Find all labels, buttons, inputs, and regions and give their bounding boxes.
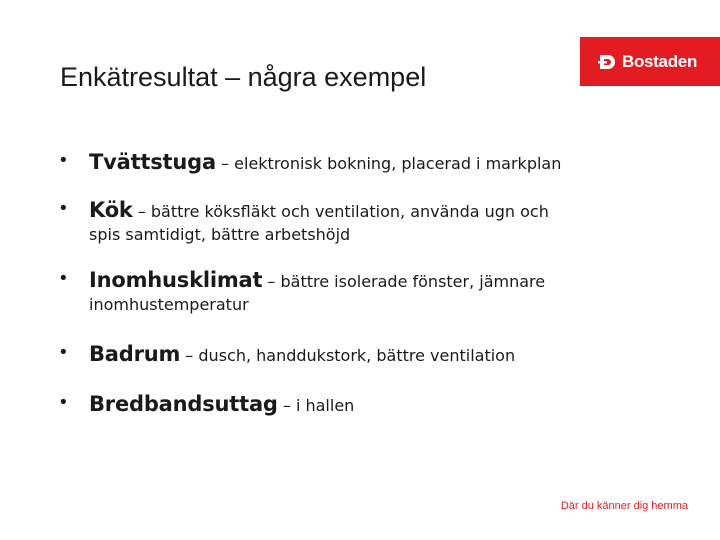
bullet-description: bättre isolerade fönster, jämnare	[280, 272, 546, 291]
bullet-term: Badrum	[89, 342, 181, 366]
bullet-separator: –	[221, 154, 230, 173]
bullet-separator: –	[185, 346, 194, 365]
bullet-separator: –	[267, 272, 276, 291]
bullet-line	[89, 342, 680, 368]
bullet-item-tvattstuga	[60, 150, 680, 176]
bullet-line	[89, 198, 680, 224]
bullet-description: elektronisk bokning, placerad i markplan	[234, 154, 562, 173]
bullet-continuation: spis samtidigt, bättre arbetshöjd	[89, 225, 351, 244]
bullet-term: Bredbandsuttag	[89, 392, 278, 416]
footer-tagline: Där du känner dig hemma	[560, 500, 688, 512]
bullet-item-badrum	[60, 342, 680, 368]
bullet-term: Inomhusklimat	[89, 268, 263, 292]
bullet-marker: •	[60, 268, 67, 289]
bullet-marker: •	[60, 198, 67, 219]
bullet-marker: •	[60, 342, 67, 363]
bullet-line	[89, 392, 680, 418]
bullet-list	[60, 150, 680, 418]
bullet-line	[89, 150, 680, 176]
bullet-separator: –	[137, 202, 146, 221]
bostaden-logo-mark-icon	[597, 51, 619, 73]
bullet-line	[89, 268, 680, 294]
bullet-description: dusch, handdukstork, bättre ventilation	[198, 346, 516, 365]
bullet-description: bättre köksfläkt och ventilation, använda ugn och	[150, 202, 549, 221]
bullet-marker: •	[60, 392, 67, 413]
bullet-item-kok	[60, 198, 680, 246]
bostaden-logo	[580, 37, 720, 86]
bullet-continuation: inomhustemperatur	[89, 295, 249, 314]
bullet-marker: •	[60, 150, 67, 171]
bullet-description: i hallen	[295, 396, 355, 415]
bullet-item-bredbandsuttag	[60, 392, 680, 418]
bullet-term: Tvättstuga	[89, 150, 216, 174]
bullet-separator: –	[282, 396, 291, 415]
bullet-term: Kök	[89, 198, 133, 222]
slide-title: Enkätresultat – några exempel	[60, 62, 427, 92]
logo-text: Bostaden	[621, 51, 698, 71]
bullet-item-inomhusklimat	[60, 268, 680, 316]
